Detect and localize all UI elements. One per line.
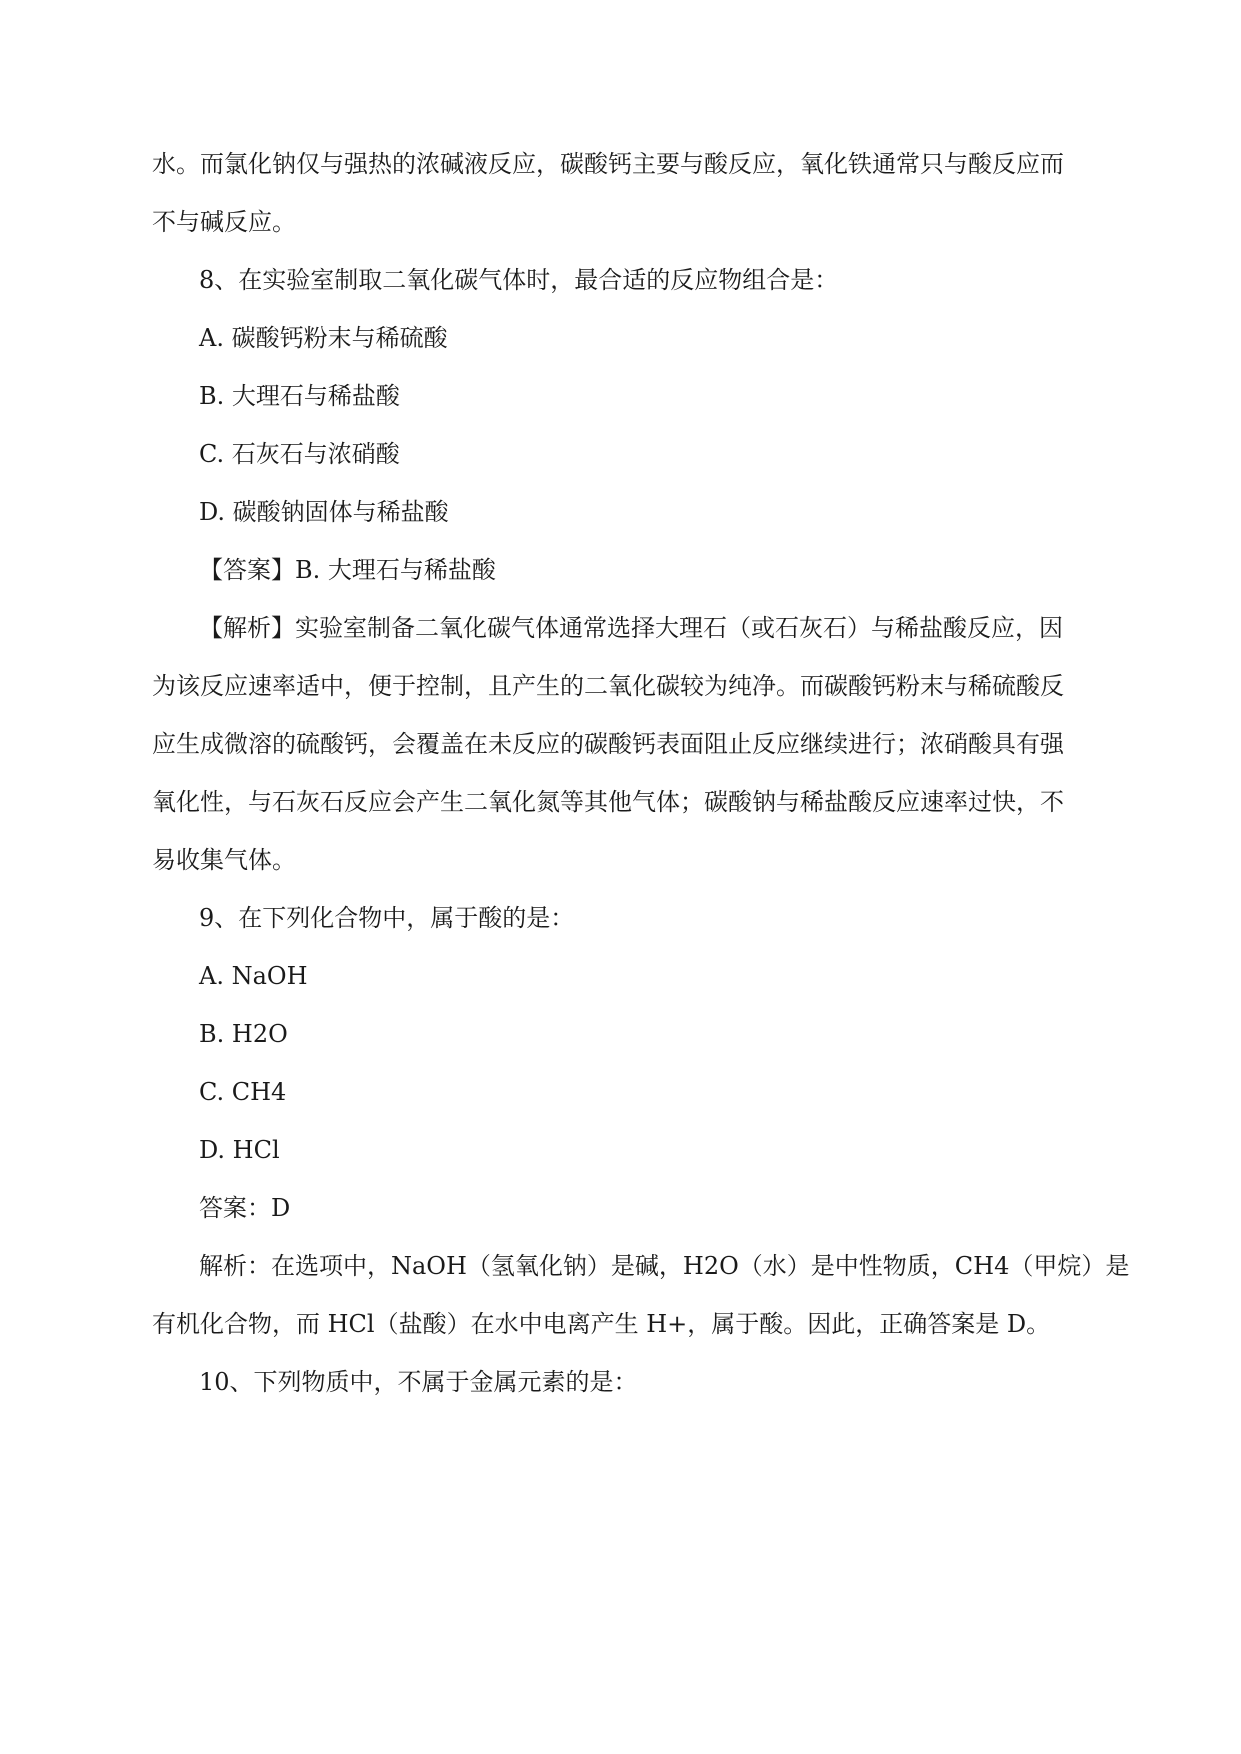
q8-option-a: A. 碳酸钙粉末与稀硫酸 <box>199 324 448 352</box>
question-8: 8、在实验室制取二氧化碳气体时，最合适的反应物组合是： <box>199 266 839 294</box>
question-9: 9、在下列化合物中，属于酸的是： <box>199 904 575 932</box>
q8-option-d: D. 碳酸钠固体与稀盐酸 <box>199 498 449 526</box>
intro-line-2: 不与碱反应。 <box>152 208 296 236</box>
q9-option-b: B. H2O <box>199 1020 288 1048</box>
q8-option-c: C. 石灰石与浓硝酸 <box>199 440 400 468</box>
q8-option-b: B. 大理石与稀盐酸 <box>199 382 400 410</box>
intro-line-1: 水。而氯化钠仅与强热的浓碱液反应，碳酸钙主要与酸反应，氧化铁通常只与酸反应而 <box>152 150 1064 178</box>
q8-analysis-line-1: 【解析】实验室制备二氧化碳气体通常选择大理石（或石灰石）与稀盐酸反应，因 <box>199 614 1063 642</box>
q8-analysis-line-2: 为该反应速率适中，便于控制，且产生的二氧化碳较为纯净。而碳酸钙粉末与稀硫酸反 <box>152 672 1064 700</box>
q9-answer: 答案：D <box>199 1194 291 1222</box>
q9-analysis-line-2: 有机化合物，而 HCl（盐酸）在水中电离产生 H+，属于酸。因此，正确答案是 D。 <box>152 1310 1051 1338</box>
q8-answer: 【答案】B. 大理石与稀盐酸 <box>199 556 496 584</box>
q8-analysis-line-5: 易收集气体。 <box>152 846 296 874</box>
q8-analysis-line-3: 应生成微溶的硫酸钙，会覆盖在未反应的碳酸钙表面阻止反应继续进行；浓硝酸具有强 <box>152 730 1064 758</box>
q8-analysis-line-4: 氧化性，与石灰石反应会产生二氧化氮等其他气体；碳酸钠与稀盐酸反应速率过快，不 <box>152 788 1064 816</box>
question-10: 10、下列物质中，不属于金属元素的是： <box>199 1368 638 1396</box>
q9-option-d: D. HCl <box>199 1136 280 1164</box>
q9-option-a: A. NaOH <box>199 962 308 990</box>
q9-analysis-line-1: 解析：在选项中，NaOH（氢氧化钠）是碱，H2O（水）是中性物质，CH4（甲烷）是 <box>199 1252 1130 1280</box>
q9-option-c: C. CH4 <box>199 1078 287 1106</box>
